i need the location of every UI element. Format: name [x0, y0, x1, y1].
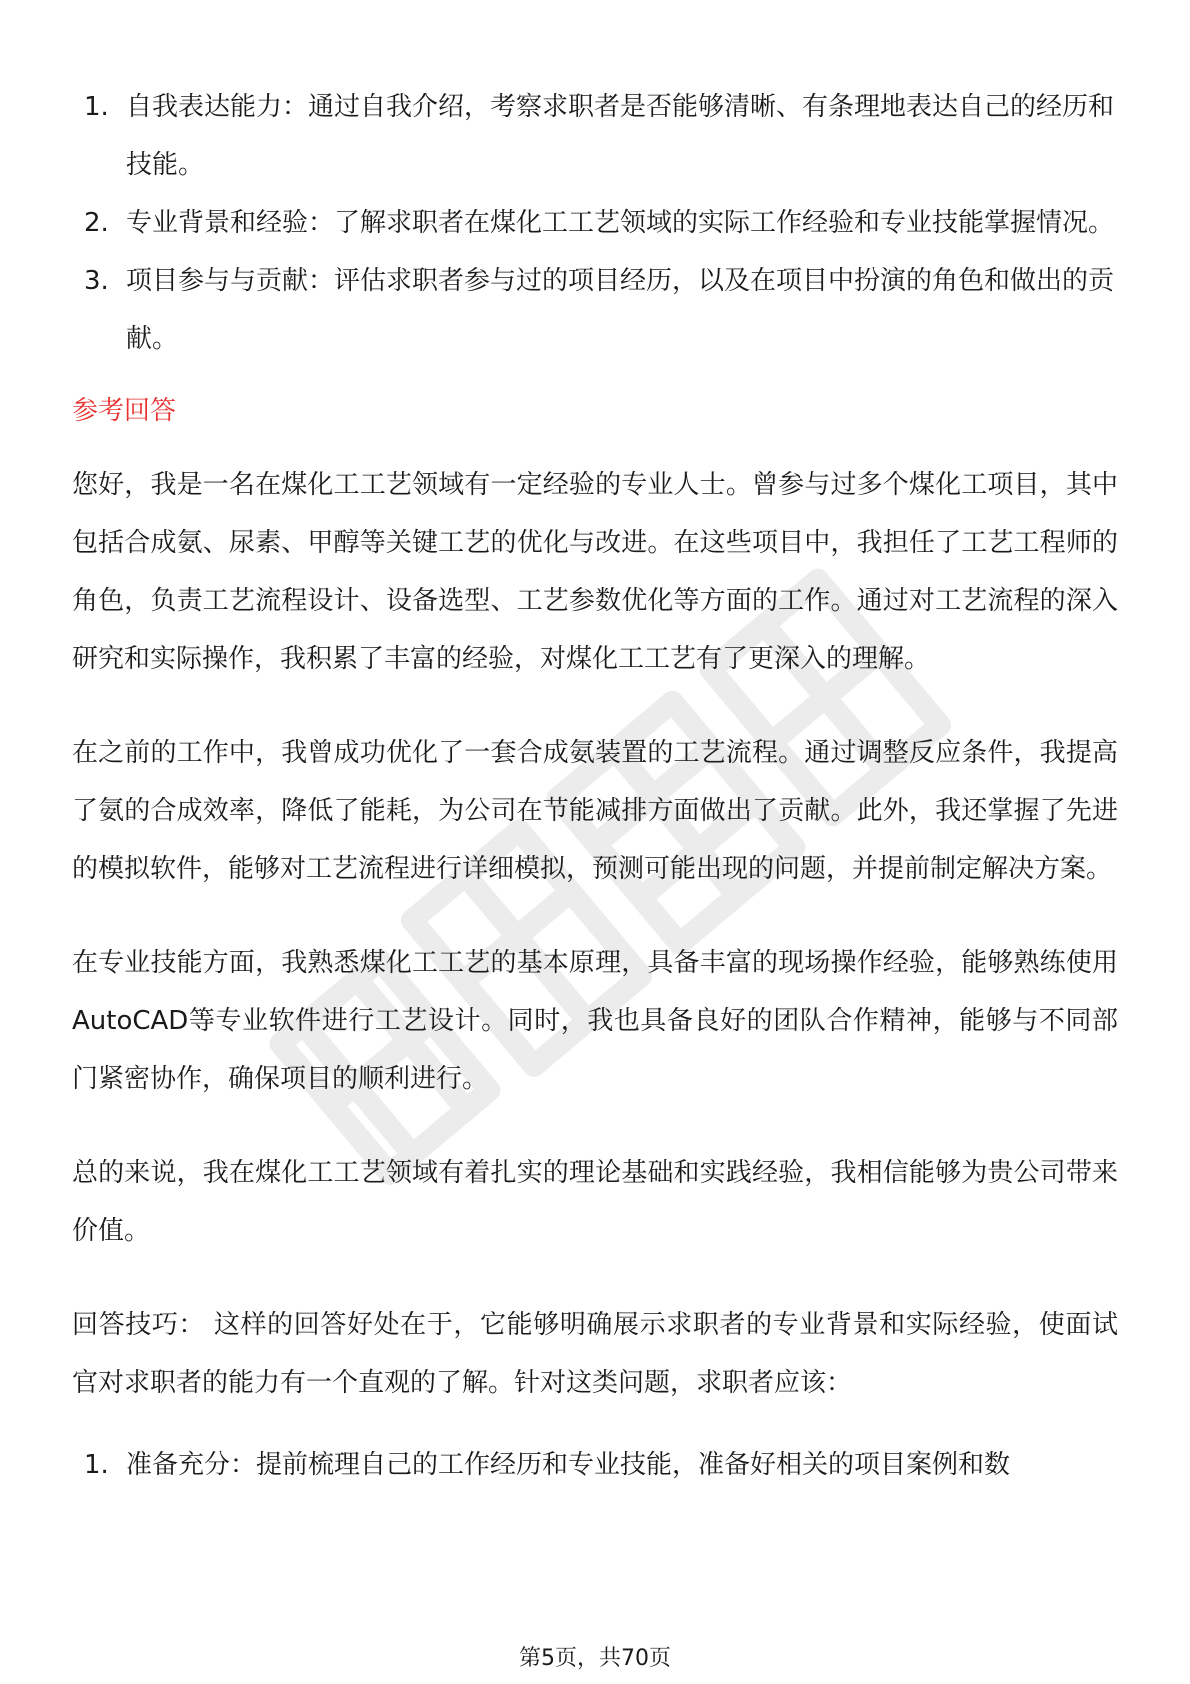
list-item: [72, 252, 1118, 368]
list-item: [72, 1436, 1118, 1494]
answer-paragraph: 在专业技能方面，我熟悉煤化工工艺的基本原理，具备丰富的现场操作经验，能够熟练使用AutoCAD等专业软件进行工艺设计。同时，我也具备良好的团队合作精神，能够与不同部门紧密协作，确保项目的顺利进行。: [72, 948, 1118, 1094]
list-item-number: 3.: [84, 266, 109, 296]
list-item-text: 自我表达能力：通过自我介绍，考察求职者是否能够清晰、有条理地表达自己的经历和技能。: [126, 92, 1115, 180]
intro-list: [72, 78, 1118, 368]
list-item-text: 项目参与与贡献：评估求职者参与过的项目经历，以及在项目中扮演的角色和做出的贡献。: [126, 266, 1115, 354]
list-item-text: 准备充分：提前梳理自己的工作经历和专业技能，准备好相关的项目案例和数: [126, 1450, 1011, 1480]
list-item-text: 专业背景和经验：了解求职者在煤化工工艺领域的实际工作经验和专业技能掌握情况。: [126, 208, 1115, 238]
answer-paragraph: 总的来说，我在煤化工工艺领域有着扎实的理论基础和实践经验，我相信能够为贵公司带来价值。: [72, 1158, 1118, 1246]
answer-paragraph: 您好，我是一名在煤化工工艺领域有一定经验的专业人士。曾参与过多个煤化工项目，其中包括合成氨、尿素、甲醇等关键工艺的优化与改进。在这些项目中，我担任了工艺工程师的角色，负责工艺流程设计、设备选型、工艺参数优化等方面的工作。通过对工艺流程的深入研究和实际操作，我积累了丰富的经验，对煤化工工艺有了更深入的理解。: [72, 470, 1118, 674]
section-title: 参考回答: [72, 396, 177, 426]
tips-paragraph: 回答技巧： 这样的回答好处在于，它能够明确展示求职者的专业背景和实际经验，使面试官对求职者的能力有一个直观的了解。针对这类问题，求职者应该：: [72, 1310, 1118, 1398]
list-item: [72, 78, 1118, 194]
document-content: [72, 78, 1118, 1494]
list-item-number: 2.: [84, 208, 109, 238]
list-item: [72, 194, 1118, 252]
tips-list: [72, 1436, 1118, 1494]
answer-paragraph: 在之前的工作中，我曾成功优化了一套合成氨装置的工艺流程。通过调整反应条件，我提高了氨的合成效率，降低了能耗，为公司在节能减排方面做出了贡献。此外，我还掌握了先进的模拟软件，能够对工艺流程进行详细模拟，预测可能出现的问题，并提前制定解决方案。: [72, 738, 1118, 884]
list-item-number: 1.: [84, 92, 109, 122]
list-item-number: 1.: [84, 1450, 109, 1480]
page-footer: 第5页，共70页: [519, 1646, 671, 1671]
